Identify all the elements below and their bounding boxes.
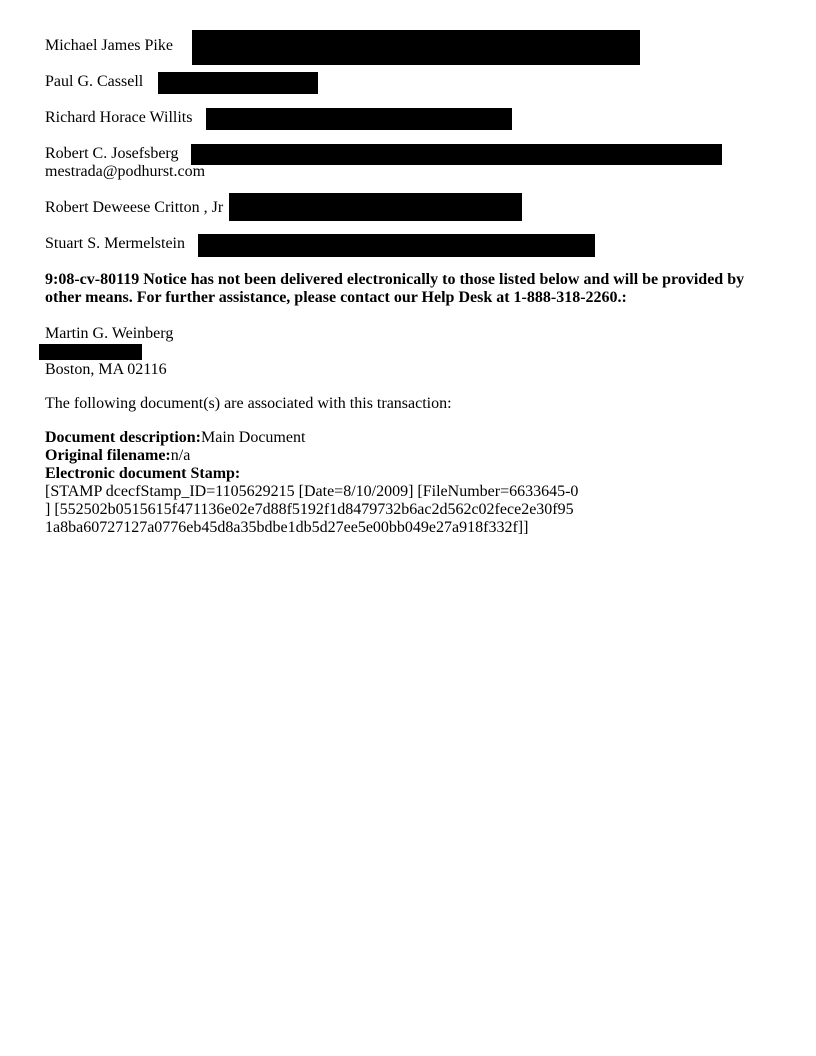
original-filename — [45, 447, 190, 465]
redaction-block — [191, 144, 722, 165]
recipient-name: Richard Horace Willits — [45, 109, 193, 126]
manual-recipient-city: Boston, MA 02116 — [45, 361, 167, 378]
document-description-label: Document description: — [45, 429, 201, 446]
redaction-block — [192, 30, 640, 65]
recipient-name: Robert C. Josefsberg — [45, 145, 179, 162]
redaction-block — [158, 72, 318, 94]
recipient-name: Stuart S. Mermelstein — [45, 235, 185, 252]
recipient-name: Michael James Pike — [45, 37, 173, 54]
document-description-value: Main Document — [200, 429, 306, 446]
original-filename-value: n/a — [170, 447, 191, 464]
recipient-name: Paul G. Cassell — [45, 73, 144, 90]
document-description — [45, 429, 305, 447]
redaction-block — [39, 344, 142, 360]
associated-documents-intro: The following document(s) are associated with this transaction: — [45, 395, 452, 412]
manual-recipient-name: Martin G. Weinberg — [45, 325, 174, 342]
recipient-email[interactable]: mestrada@podhurst.com — [45, 163, 206, 180]
stamp-line: 1a8ba60727127a0776eb45d8a35bdbe1db5d27ee5e00bb049e27a918f332f]] — [45, 519, 529, 536]
non-electronic-notice: 9:08-cv-80119 Notice has not been delivered electronically to those listed below and will be provided by other means. For further assistance, please contact our Help Desk at 1-888-318-2260.: — [45, 271, 745, 306]
redaction-block — [229, 193, 522, 221]
recipient-name: Robert Deweese Critton , Jr — [45, 199, 224, 216]
redaction-block — [198, 234, 595, 257]
stamp-line: ] [552502b0515615f471136e02e7d88f5192f1d8479732b6ac2d562c02fece2e30f95 — [45, 501, 574, 518]
stamp-line: [STAMP dcecfStamp_ID=1105629215 [Date=8/10/2009] [FileNumber=6633645-0 — [45, 483, 579, 500]
original-filename-label: Original filename: — [45, 447, 171, 464]
redaction-block — [206, 108, 512, 130]
electronic-stamp-label: Electronic document Stamp: — [45, 465, 241, 482]
